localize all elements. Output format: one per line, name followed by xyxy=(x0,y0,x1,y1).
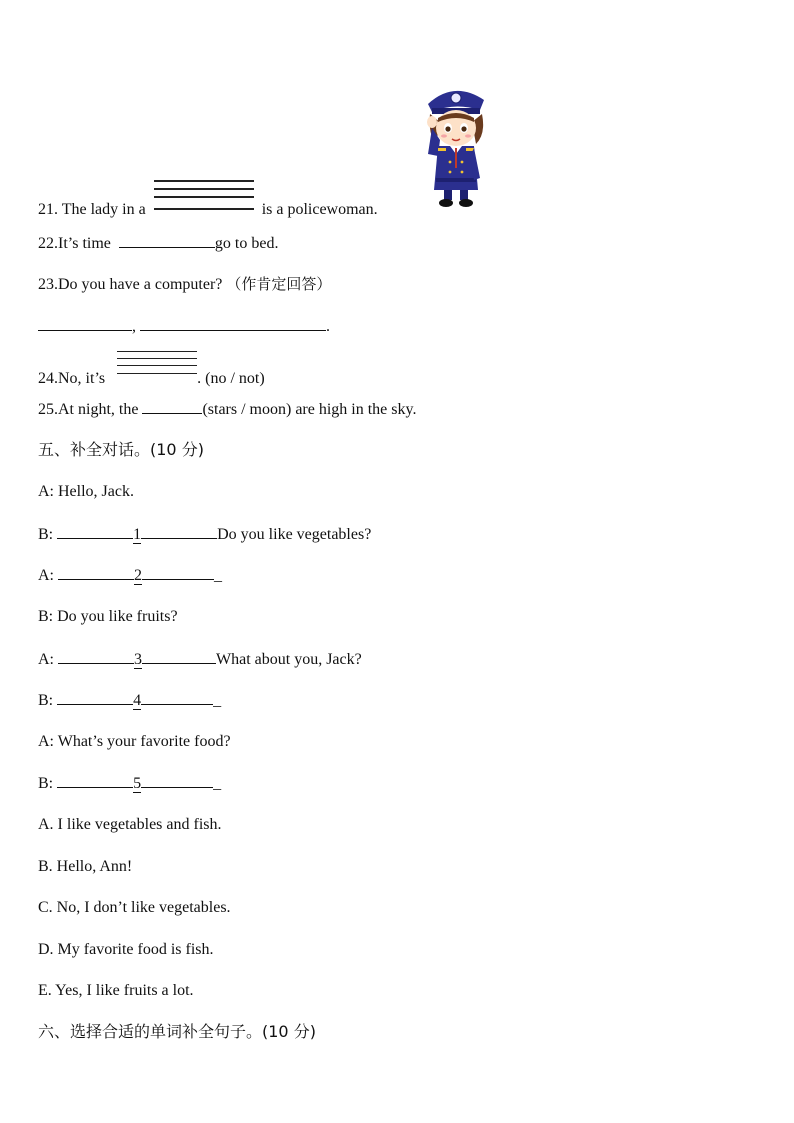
answer-blank-2[interactable]: 2 xyxy=(58,565,214,586)
speaker: B: xyxy=(38,692,54,709)
question-24 xyxy=(38,363,265,389)
question-25 xyxy=(38,399,416,420)
answer-blank-5[interactable]: 5 xyxy=(57,773,213,794)
q23-period: . xyxy=(326,318,330,335)
speaker: B: xyxy=(38,608,54,625)
speaker: A: xyxy=(38,567,54,584)
dialogue-line-7 xyxy=(38,732,231,752)
option-c: C. No, I don’t like vegetables. xyxy=(38,899,231,916)
dialogue-line-5 xyxy=(38,649,362,670)
answer-blank-1[interactable]: 1 xyxy=(57,524,217,545)
q25-suffix: (stars / moon) are high in the sky. xyxy=(202,401,417,418)
q23-blank-1[interactable] xyxy=(38,316,132,331)
section-5-title: 五、补全对话。(10 分) xyxy=(38,440,204,459)
q23-comma: , xyxy=(132,318,136,335)
dialogue-line-2 xyxy=(38,524,371,545)
q24-prefix: 24.No, it’s xyxy=(38,370,106,387)
q23-blank-2[interactable] xyxy=(140,316,326,331)
dialogue-text: Do you like vegetables? xyxy=(217,526,372,543)
speaker: A: xyxy=(38,733,54,750)
dialogue-text: _ xyxy=(214,567,222,584)
policewoman-illustration xyxy=(418,82,492,210)
option-d: D. My favorite food is fish. xyxy=(38,941,214,958)
q23-answer-line xyxy=(38,316,330,337)
answer-blank-4[interactable]: 4 xyxy=(57,690,213,711)
question-21 xyxy=(38,194,378,220)
answer-blank-3[interactable]: 3 xyxy=(58,649,216,670)
q24-blank[interactable] xyxy=(117,363,197,383)
dialogue-line-8 xyxy=(38,773,221,794)
q21-blank[interactable] xyxy=(154,194,254,214)
option-e: E. Yes, I like fruits a lot. xyxy=(38,982,194,999)
speaker: A: xyxy=(38,651,54,668)
q25-prefix: 25.At night, the xyxy=(38,401,139,418)
dialogue-line-3 xyxy=(38,565,222,586)
dialogue-text: Do you like fruits? xyxy=(57,608,178,625)
option-a: A. I like vegetables and fish. xyxy=(38,816,222,833)
dialogue-text: What’s your favorite food? xyxy=(57,733,231,750)
dialogue-text: Hello, Jack. xyxy=(58,483,134,500)
q24-suffix: . (no / not) xyxy=(197,370,265,387)
q21-suffix: is a policewoman. xyxy=(261,201,378,218)
question-23 xyxy=(38,274,331,295)
speaker: B: xyxy=(38,775,54,792)
option-b: B. Hello, Ann! xyxy=(38,858,133,875)
dialogue-line-4 xyxy=(38,607,178,627)
section-6-title: 六、选择合适的单词补全句子。(10 分) xyxy=(38,1022,316,1041)
q25-blank[interactable] xyxy=(142,399,202,414)
dialogue-text: _ xyxy=(213,775,222,792)
question-22 xyxy=(38,233,278,254)
dialogue-text: What about you, Jack? xyxy=(216,651,362,668)
speaker: B: xyxy=(38,526,54,543)
dialogue-text: _ xyxy=(213,692,222,709)
dialogue-line-6 xyxy=(38,690,221,711)
q21-prefix: 21. The lady in a xyxy=(38,201,146,218)
q23-question: 23.Do you have a computer? xyxy=(38,276,223,293)
speaker: A: xyxy=(38,483,54,500)
q22-blank[interactable] xyxy=(119,233,215,248)
q22-suffix: go to bed. xyxy=(214,235,279,252)
dialogue-line-1 xyxy=(38,482,134,502)
q22-prefix: 22.It’s time xyxy=(38,235,111,252)
q23-note: （作肯定回答） xyxy=(226,275,332,293)
